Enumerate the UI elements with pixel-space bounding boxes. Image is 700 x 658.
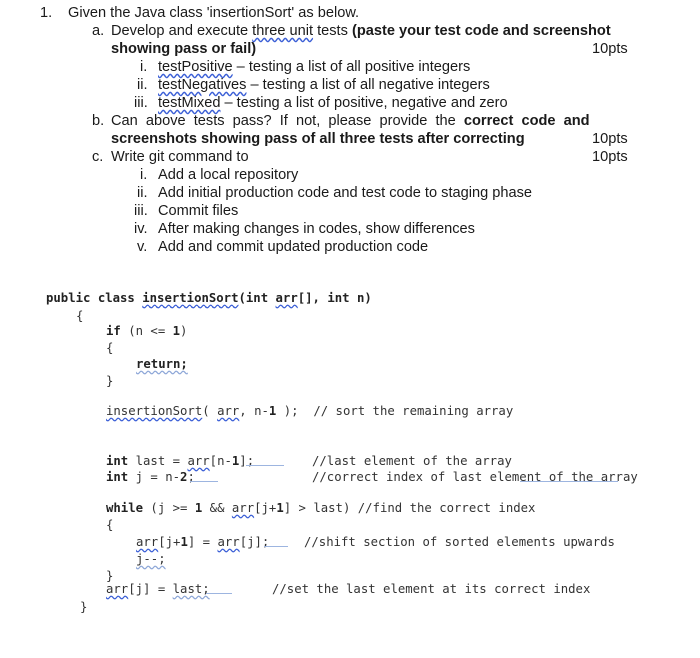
- part-c-item-4: After making changes in codes, show differences: [158, 221, 475, 237]
- part-a-item-1-marker: i.: [140, 59, 148, 75]
- code-underline-2: [190, 481, 218, 482]
- part-a-item-3: testMixed – testing a list of positive, negative and zero: [158, 95, 508, 111]
- code-line-while: while (j >= 1 && arr[j+1] > last) //find the correct index: [106, 501, 536, 515]
- code-underline-1: [246, 465, 284, 466]
- part-c-points: 10pts: [592, 149, 628, 165]
- code-comment-j: //correct index of last element of the array: [312, 470, 638, 484]
- part-c-item-1: Add a local repository: [158, 167, 299, 183]
- part-a-marker: a.: [92, 23, 105, 39]
- part-c-line1: Write git command to: [111, 149, 249, 165]
- part-c-item-3-marker: iii.: [134, 203, 148, 219]
- part-c-item-5-marker: v.: [137, 239, 148, 255]
- part-c-item-2-marker: ii.: [137, 185, 148, 201]
- code-line-close-brace: }: [80, 600, 88, 614]
- code-line-open-brace: {: [76, 309, 84, 323]
- code-comment-assign-last: //set the last element at its correct index: [272, 582, 591, 596]
- part-b-marker: b.: [92, 113, 105, 129]
- part-a-item-1: testPositive – testing a list of all positive integers: [158, 59, 471, 75]
- code-line-if: if (n <= 1): [106, 324, 188, 338]
- part-c-item-1-marker: i.: [140, 167, 148, 183]
- question-intro: Given the Java class 'insertionSort' as below.: [68, 5, 360, 21]
- code-line-if-open-brace: {: [106, 341, 114, 355]
- part-b-points: 10pts: [592, 131, 628, 147]
- code-comment-shift: //shift section of sorted elements upwards: [304, 535, 615, 549]
- part-c-item-3: Commit files: [158, 203, 239, 219]
- code-line-while-close-brace: }: [106, 569, 114, 583]
- part-a-item-2-marker: ii.: [137, 77, 148, 93]
- part-c-item-4-marker: iv.: [134, 221, 148, 237]
- question-number: 1.: [40, 5, 53, 21]
- code-comment-last: //last element of the array: [312, 454, 512, 468]
- code-line-class-declaration: public class insertionSort(int arr[], int n): [46, 291, 372, 305]
- part-b-line1: Can above tests pass? If not, please provide the correct code and: [111, 113, 590, 129]
- code-line-while-open-brace: {: [106, 518, 114, 532]
- code-line-j: int j = n-2;: [106, 470, 195, 484]
- code-underline-4: [264, 546, 288, 547]
- code-line-return: return;: [136, 357, 188, 371]
- code-line-recursive-call: insertionSort( arr, n-1 ); // sort the remaining array: [106, 404, 514, 418]
- part-c-item-5: Add and commit updated production code: [158, 239, 429, 255]
- code-line-last: int last = arr[n-1];: [106, 454, 255, 468]
- code-line-shift: arr[j+1] = arr[j];: [136, 535, 270, 549]
- part-a-line2: showing pass or fail): [111, 41, 257, 57]
- part-a-line1: Develop and execute three unit tests (paste your test code and screenshot: [111, 23, 611, 39]
- part-a-points: 10pts: [592, 41, 628, 57]
- code-line-if-close-brace: }: [106, 374, 114, 388]
- part-b-line2: screenshots showing pass of all three tests after correcting: [111, 131, 525, 147]
- code-underline-5: [206, 593, 232, 594]
- code-line-decrement: j--;: [136, 552, 166, 566]
- part-c-item-2: Add initial production code and test code to staging phase: [158, 185, 533, 201]
- part-a-item-3-marker: iii.: [134, 95, 148, 111]
- part-a-item-2: testNegatives – testing a list of all negative integers: [158, 77, 490, 93]
- part-c-marker: c.: [92, 149, 104, 165]
- code-underline-3: [520, 481, 618, 482]
- code-line-assign-last: arr[j] = last;: [106, 582, 210, 596]
